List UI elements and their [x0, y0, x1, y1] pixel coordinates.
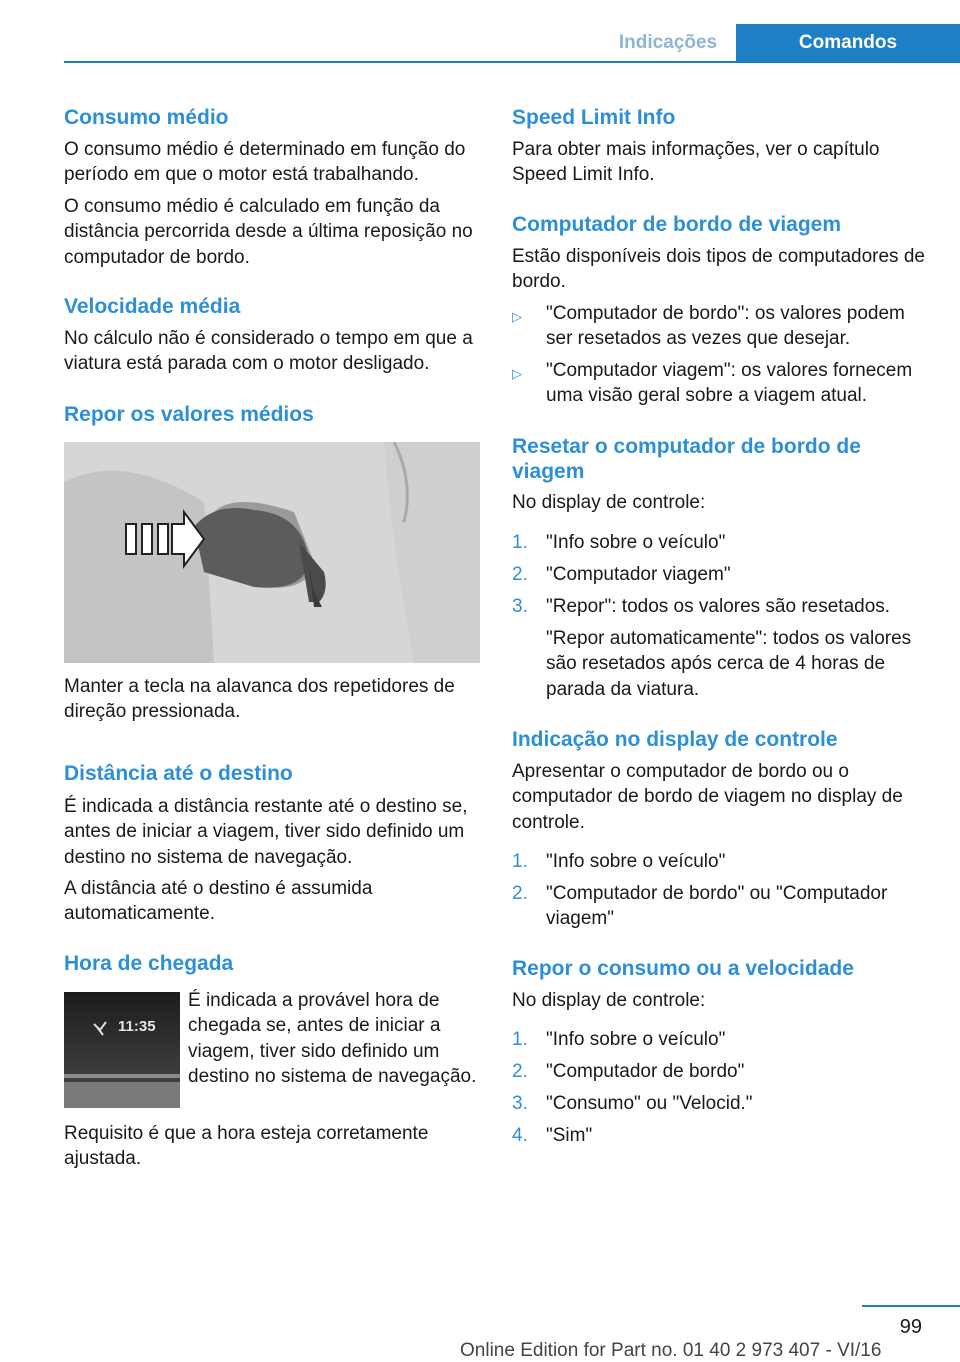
list-text: "Computador de bordo"	[546, 1061, 745, 1082]
heading-repor-valores: Repor os valores médios	[64, 403, 314, 426]
heading-speed-limit-info: Speed Limit Info	[512, 106, 676, 129]
list-number: 4.	[512, 1125, 528, 1146]
heading-resetar-computador: Resetar o computador de bordo de viagem	[512, 435, 861, 483]
heading-indicacao-display: Indicação no display de controle	[512, 728, 838, 751]
list-number: 3.	[512, 596, 528, 617]
paragraph-apresentar: Apresentar o computador de bordo ou o computador de bordo de viagem no display de controle.	[512, 761, 903, 833]
paragraph-hora-chegada: É indicada a provável hora de chegada se, antes de iniciar a viagem, tiver sido definido um destino no sistema de navegação.	[188, 990, 477, 1087]
heading-computador-bordo-viagem: Computador de bordo de viagem	[512, 213, 842, 236]
bullet-text: "Computador viagem": os valores fornecem uma visão geral sobre a viagem atual.	[546, 360, 913, 407]
heading-distancia-destino: Distância até o destino	[64, 762, 293, 785]
bullet-triangle-icon: ▷	[512, 366, 522, 381]
list-text: "Computador viagem"	[546, 564, 731, 585]
paragraph-consumo-2: O consumo médio é calculado em função da distância percorrida desde a última reposição no computador de bordo.	[64, 196, 473, 268]
bullet-text: "Computador de bordo": os valores podem ser resetados as vezes que desejar.	[546, 303, 905, 350]
paragraph-distancia-1: É indicada a distância restante até o destino se, antes de iniciar a viagem, tiver sido definido um destino no sistema de navegação.	[64, 796, 468, 868]
paragraph-velocidade: No cálculo não é considerado o tempo em que a viatura está parada com o motor desligado.	[64, 328, 473, 375]
heading-velocidade-media: Velocidade média	[64, 295, 241, 318]
paragraph-display-controle-1: No display de controle:	[512, 492, 706, 513]
paragraph-repor-instrucao: Manter a tecla na alavanca dos repetidores de direção pressionada.	[64, 676, 455, 723]
list-text: "Computador de bordo" ou "Computador viagem"	[546, 883, 888, 930]
page-number: 99	[899, 1316, 922, 1338]
list-number: 1.	[512, 532, 528, 553]
tab-indicacoes[interactable]: Indicações	[618, 32, 718, 53]
heading-repor-consumo: Repor o consumo ou a velocidade	[512, 957, 854, 980]
list-text: "Info sobre o veículo"	[546, 532, 726, 553]
turn-signal-lever-figure	[64, 442, 480, 663]
list-number: 2.	[512, 1061, 528, 1082]
paragraph-consumo-1: O consumo médio é determinado em função do período em que o motor está trabalhando.	[64, 139, 466, 186]
tab-comandos[interactable]: Comandos	[736, 24, 960, 62]
edition-watermark: Online Edition for Part no. 01 40 2 973 407 - VI/16	[460, 1340, 882, 1361]
heading-consumo-medio: Consumo médio	[64, 106, 229, 129]
bullet-triangle-icon: ▷	[512, 309, 522, 324]
arrival-clock-time: 11:35	[118, 1018, 156, 1035]
arrival-time-display-image	[64, 992, 180, 1108]
paragraph-speed-limit: Para obter mais informações, ver o capítulo Speed Limit Info.	[512, 139, 880, 186]
list-text: "Info sobre o veículo"	[546, 851, 726, 872]
list-number: 3.	[512, 1093, 528, 1114]
list-number: 2.	[512, 564, 528, 585]
list-number: 1.	[512, 1029, 528, 1050]
paragraph-requisito: Requisito é que a hora esteja corretamente ajustada.	[64, 1123, 429, 1170]
list-text: "Info sobre o veículo"	[546, 1029, 726, 1050]
list-text: "Consumo" ou "Velocid."	[546, 1093, 753, 1114]
heading-hora-chegada: Hora de chegada	[64, 952, 234, 975]
list-text: "Sim"	[546, 1125, 593, 1146]
list-number: 1.	[512, 851, 528, 872]
paragraph-display-controle-2: No display de controle:	[512, 990, 706, 1011]
footer-rule	[862, 1305, 960, 1307]
list-note-text: "Repor automaticamente": todos os valores são resetados após cerca de 4 horas de parada da viatura.	[546, 628, 912, 700]
list-text: "Repor": todos os valores são resetados.	[546, 596, 891, 617]
paragraph-distancia-2: A distância até o destino é assumida automaticamente.	[64, 878, 373, 925]
paragraph-tipos-computadores: Estão disponíveis dois tipos de computadores de bordo.	[512, 246, 925, 293]
list-number: 2.	[512, 883, 528, 904]
